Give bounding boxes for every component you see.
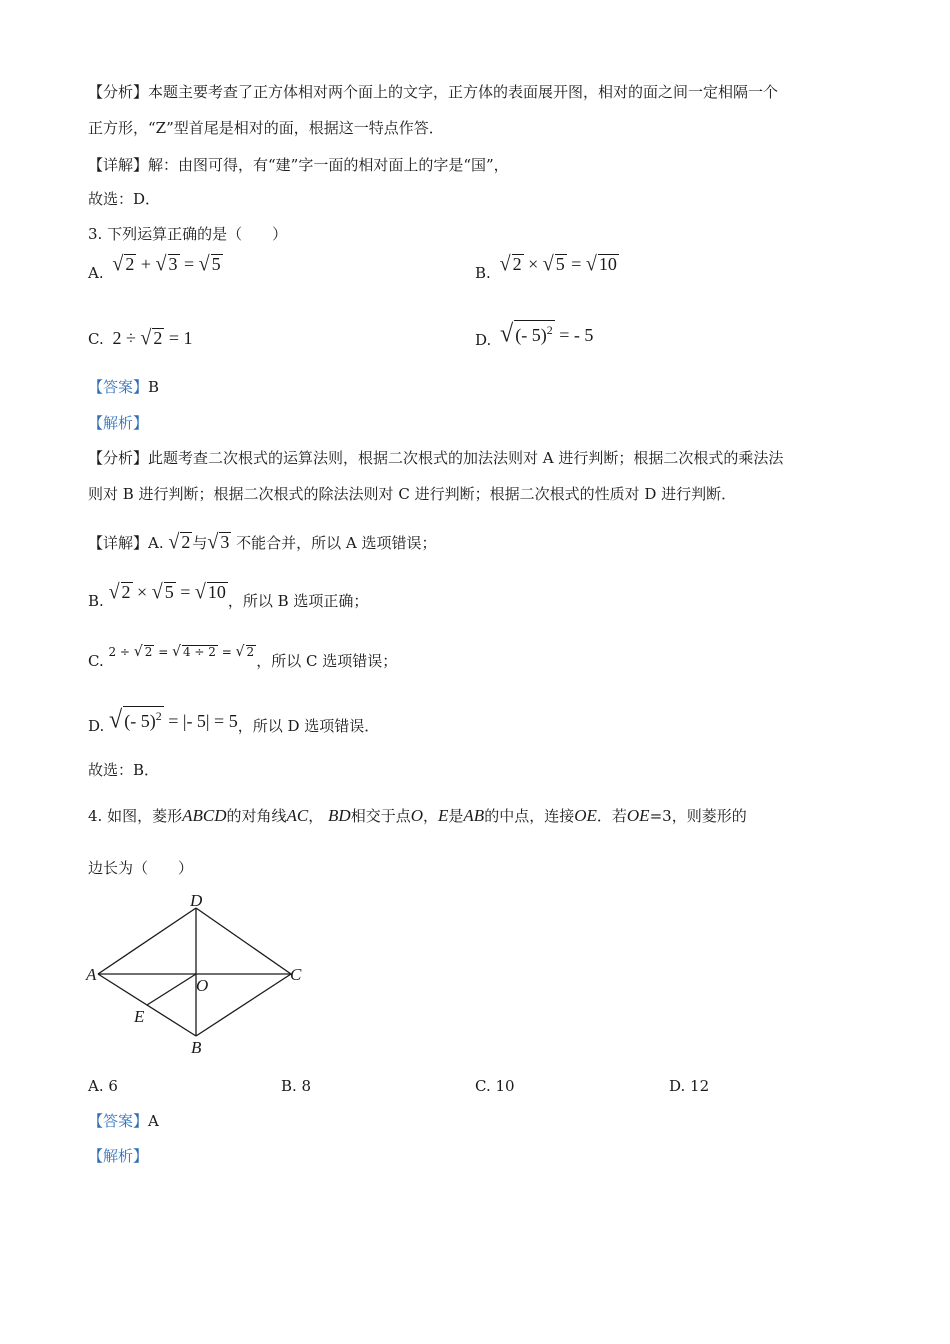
detail-b-expr: √ 2 × √ 5 = √ 10 (108, 580, 226, 604)
detail-prefix: 【详解】A. (88, 534, 169, 552)
q3-answer (88, 377, 159, 397)
q4-stem-t7: ．若 (596, 807, 627, 825)
segment-oe (147, 974, 196, 1005)
q3-option-b (475, 252, 619, 283)
q4-oe2: OE (626, 806, 650, 825)
q4-option-d: D. 12 (669, 1077, 710, 1095)
q4-stem-t4: ， (423, 807, 439, 825)
q4-ac: AC (286, 806, 309, 825)
q4-stem-line2: 边长为（ ） (88, 859, 194, 877)
detail-d-label: D. (88, 717, 110, 735)
q3-option-d-expr: √ (- 5)$^2$ = - 5 (500, 320, 594, 348)
q4-stem-t2: ， (308, 807, 324, 825)
answer-tag: 【答案】 (88, 378, 149, 396)
q4-stem-t6: 的中点，连接 (484, 807, 575, 825)
q4-stem-line1 (88, 806, 747, 826)
label-a: A (86, 965, 97, 984)
q3-option-a-expr: √ 2 + √ 3 = √ 5 (112, 252, 221, 276)
q4-option-c: C. 10 (475, 1077, 515, 1095)
q3-choose: 故选：B． (88, 761, 160, 779)
q3-stem: 3. 下列运算正确的是（ ） (88, 225, 288, 243)
detail-d-text: ，所以 D 选项错误． (237, 717, 380, 735)
q3-jiexi: 【解析】 (88, 414, 149, 432)
q4-option-b: B. 8 (281, 1077, 312, 1095)
detail-a-expr2: √ 3 (207, 530, 230, 554)
label-o: O (196, 976, 209, 995)
prev-analysis-line2: 正方形，“Z”型首尾是相对的面，根据这一特点作答． (88, 119, 444, 137)
detail-a-text: 不能合并，所以 A 选项错误； (231, 534, 437, 552)
q4-o: O (410, 806, 423, 825)
q3-option-c-expr: 2 ÷ √ 2 = 1 (112, 326, 193, 350)
q3-option-b-expr: √ 2 × √ 5 = √ 10 (499, 252, 617, 276)
q3-analysis-line1: 【分析】此题考查二次根式的运算法则，根据二次根式的加法法则对 A 进行判断；根据二次根式的乘法法 (88, 449, 784, 467)
prev-analysis-line1: 【分析】本题主要考查了正方体相对两个面上的文字，正方体的表面展开图，相对的面之间一定相隔一个 (88, 83, 779, 101)
detail-b-text: ，所以 B 选项正确； (227, 592, 369, 610)
q3-detail-d (88, 706, 380, 736)
detail-c-text: ，所以 C 选项错误； (256, 652, 398, 670)
q4-stem-t5: 是 (448, 807, 464, 825)
answer-tag: 【答案】 (88, 1112, 149, 1130)
detail-b-label: B. (88, 592, 109, 610)
q3-option-d (475, 320, 594, 350)
detail-a-mid: 与 (192, 534, 208, 552)
edge-cb (196, 974, 291, 1036)
q3-detail-b (88, 580, 369, 611)
prev-choose: 故选：D． (88, 190, 161, 208)
q4-answer (88, 1111, 159, 1131)
detail-c-expr: 2 ÷ √ 2 = √ 4 ÷ 2 = √ 2 (108, 643, 255, 661)
q4-bd: BD (328, 806, 351, 825)
label-e: E (134, 1007, 145, 1026)
q4-stem-t3: 相交于点 (350, 807, 411, 825)
label-d: D (190, 891, 203, 910)
label-b: B (191, 1038, 202, 1057)
edge-dc (196, 908, 291, 974)
q4-stem-t1: 的对角线 (226, 807, 287, 825)
q3-analysis-line2: 则对 B 进行判断；根据二次根式的除法法则对 C 进行判断；根据二次根式的性质对 D 进行判断． (88, 485, 737, 503)
q4-e: E (438, 806, 449, 825)
q4-oe: OE (574, 806, 597, 825)
detail-d-expr: √ (- 5)$^2$ = |- 5| = 5 (109, 706, 238, 734)
q3-option-b-label: B. (475, 264, 491, 282)
q4-stem-prefix: 4. 如图，菱形 (88, 807, 183, 825)
q3-option-d-label: D. (475, 331, 492, 349)
q3-option-c (88, 328, 193, 349)
q4-jiexi: 【解析】 (88, 1147, 149, 1165)
detail-a-expr: √ 2 (168, 530, 191, 554)
label-c: C (290, 965, 302, 984)
q3-option-a (88, 252, 223, 283)
q4-abcd: ABCD (182, 806, 227, 825)
q3-detail-c (88, 643, 398, 672)
q3-option-c-label: C. (88, 330, 104, 348)
rhombus-figure (80, 890, 320, 1065)
answer-value: B (148, 378, 160, 396)
q3-detail-a (88, 532, 437, 553)
q3-option-a-label: A. (88, 264, 104, 282)
q4-option-a: A. 6 (88, 1077, 118, 1095)
q4-stem-t8: =3，则菱形的 (649, 807, 747, 825)
answer-value: A (148, 1112, 159, 1130)
q4-ab: AB (463, 806, 485, 825)
edge-ad (98, 908, 196, 974)
detail-c-label: C. (88, 652, 109, 670)
prev-detail: 【详解】解：由图可得，有“建”字一面的相对面上的字是“国”， (88, 156, 509, 174)
